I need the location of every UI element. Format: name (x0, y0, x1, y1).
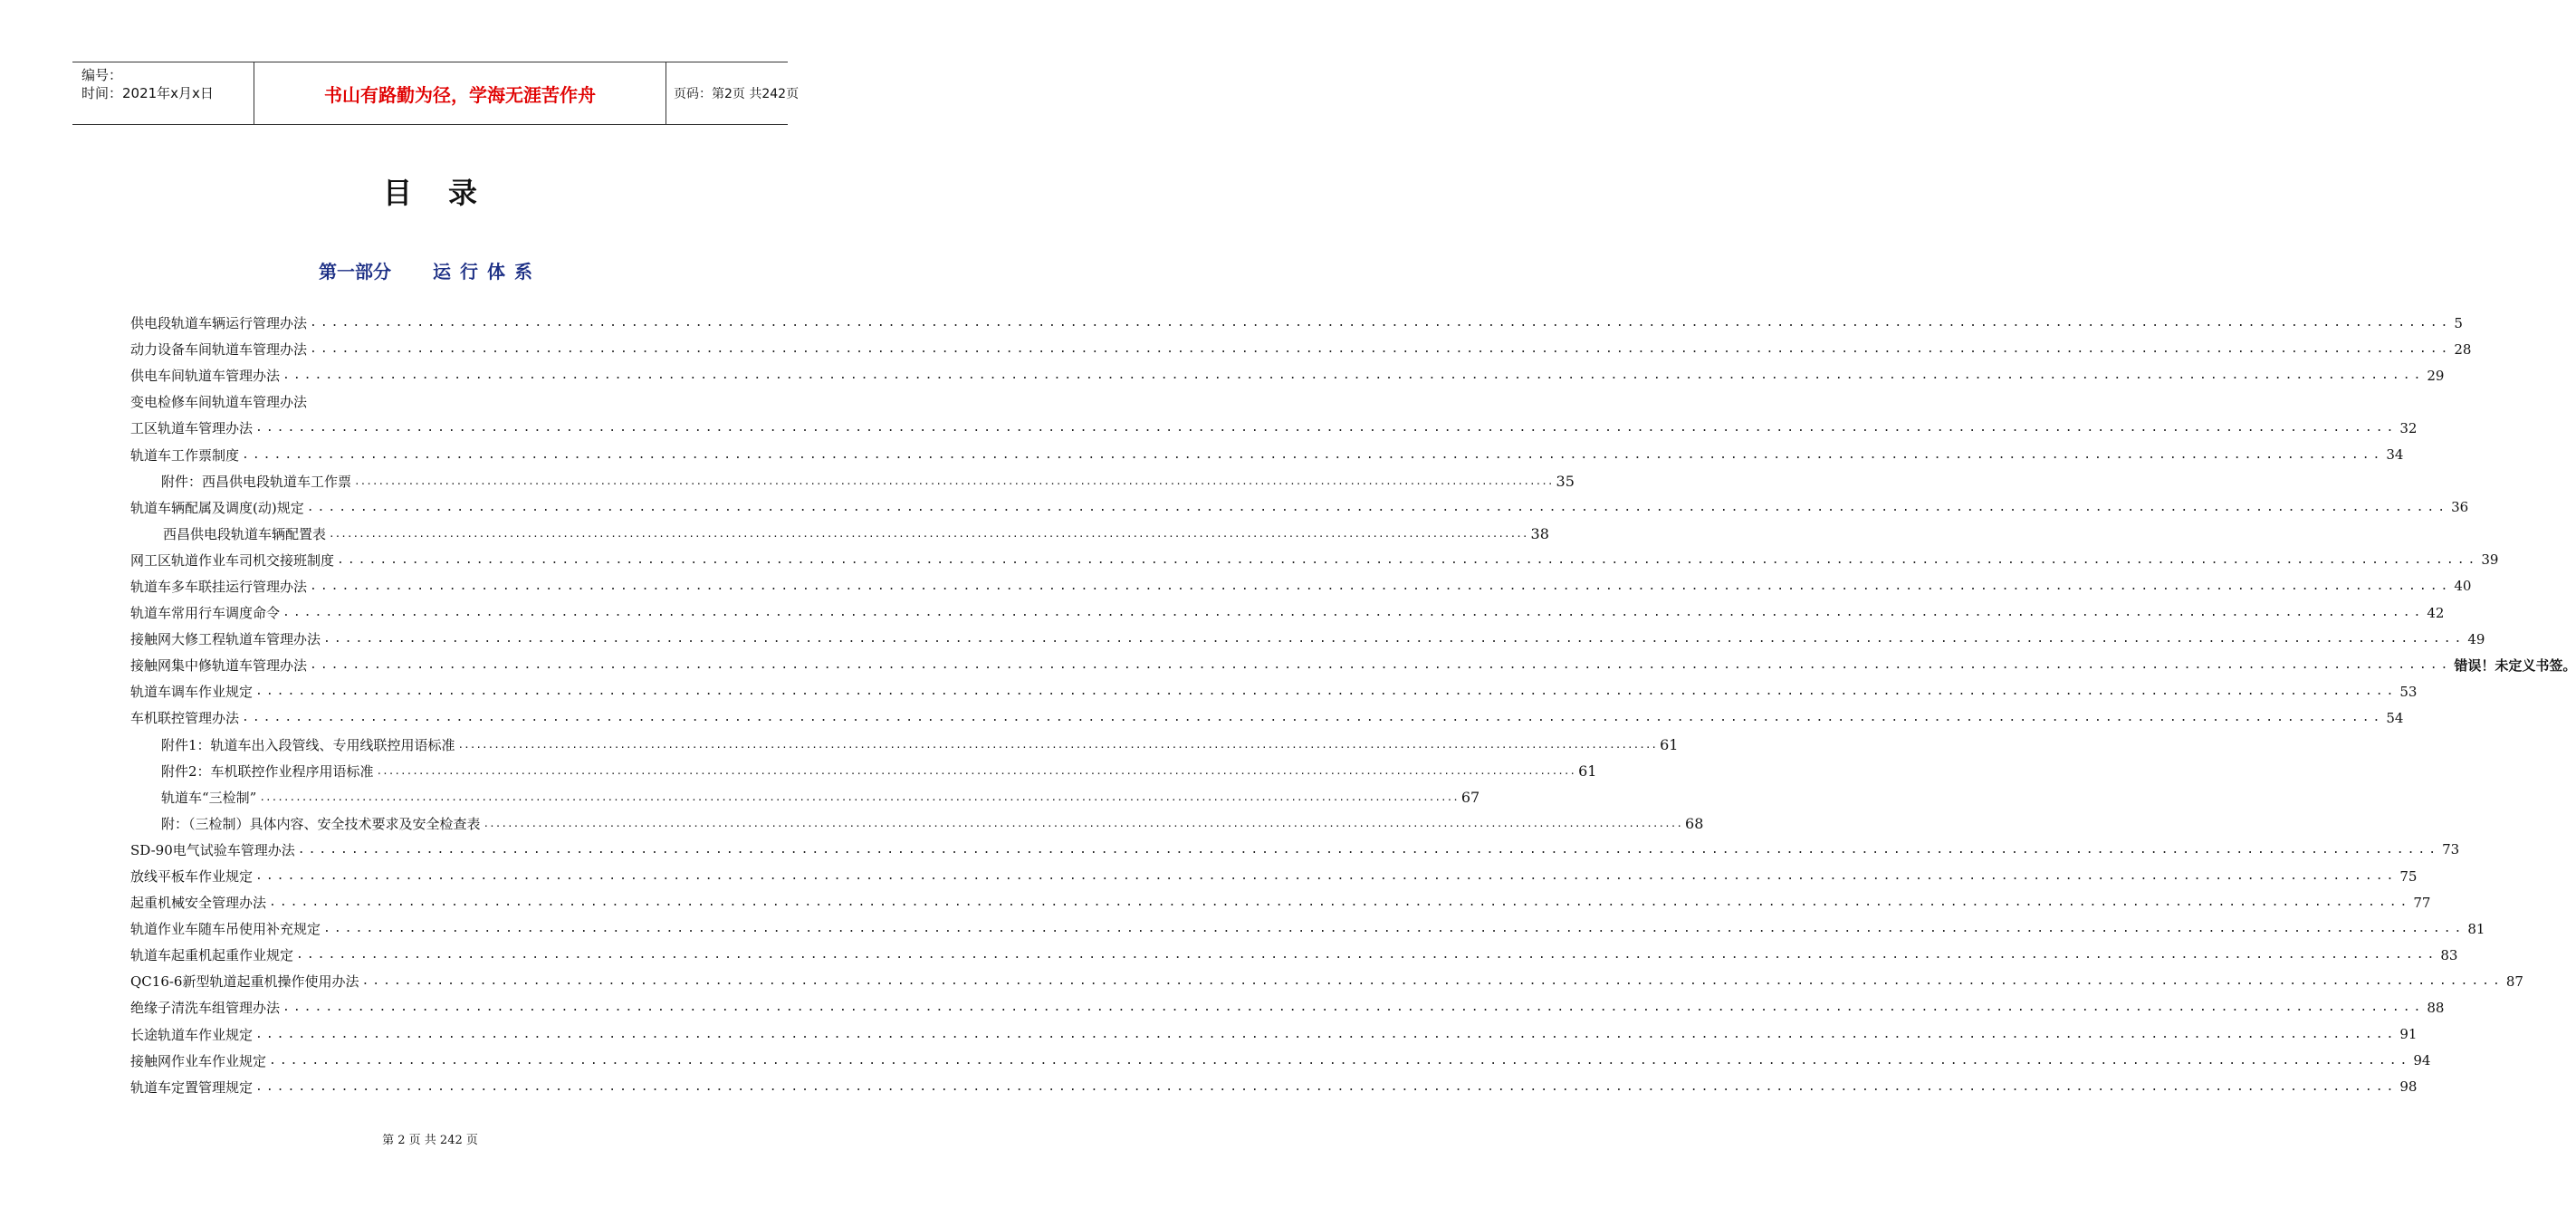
toc-leader-dots: ........................................................................................................................................................................................................ (337, 552, 2479, 567)
toc-entry-title: 接触网大修工程轨道车管理办法 (130, 631, 321, 648)
toc-entry[interactable] (130, 1021, 2418, 1048)
toc-entry[interactable] (130, 336, 2472, 362)
toc-entry-page: 40 (2454, 578, 2472, 595)
toc-entry[interactable] (130, 1048, 2431, 1074)
toc-leader-dots: ........................................................................................................................................................................................................ (297, 842, 2440, 857)
toc-entry-page: 34 (2386, 446, 2404, 464)
toc-entry-title: 放线平板车作业规定 (130, 868, 254, 886)
toc-entry[interactable] (130, 362, 2445, 388)
toc-entry-title: 轨道车常用行车调度命令 (130, 605, 281, 622)
toc-entry-page: 75 (2399, 867, 2418, 885)
toc-leader-dots: ........................................................................................................................................................................................................ (242, 447, 2384, 462)
toc-entry[interactable] (130, 441, 2404, 467)
toc-leader-dots: ........................................................................................................................................................................................................ (255, 421, 2398, 436)
toc-entry-title: 轨道作业车随车吊使用补充规定 (130, 921, 321, 938)
toc-leader-dots: ........................................................................................................................................................................................................ (323, 922, 2466, 936)
page-title: 目录 (382, 176, 513, 210)
toc-entry[interactable] (130, 547, 2499, 573)
toc-entry-page: 87 (2505, 973, 2523, 990)
toc-leader-dots: ........................................................................................................................................................................................................ (255, 869, 2398, 884)
toc-leader-dots: ........................................................................................................................................................................................................ (310, 579, 2452, 593)
toc-leader-dots: ........................................................................................................................................................................................................ (282, 606, 2425, 620)
toc-entry-title: 轨道车辆配属及调度(动)规定 (130, 499, 304, 516)
toc-entry-title: 供电车间轨道车管理办法 (130, 368, 281, 385)
toc-entry-page: 88 (2427, 999, 2445, 1016)
toc-entry-title: 绝缘子清洗车组管理办法 (130, 1000, 281, 1017)
toc-entry-page: 36 (2451, 499, 2469, 516)
toc-entry[interactable] (130, 468, 1575, 494)
toc-entry-title: 轨道车调车作业规定 (130, 684, 254, 701)
toc-entry-title: SD-90电气试验车管理办法 (130, 841, 295, 858)
toc-entry[interactable] (130, 968, 2523, 994)
toc-entry[interactable] (130, 310, 2463, 336)
header-time-label: 时间：2021年x月x日 (81, 85, 214, 101)
toc-leader-dots: ........................................................................................................................................................................................................ (329, 527, 1528, 540)
toc-entry[interactable] (130, 678, 2418, 704)
toc-entry-page: 53 (2399, 683, 2418, 700)
toc-entry-title: 附件1：轨道车出入段管线、专用线联控用语标准 (161, 736, 455, 753)
toc-entry-title: 轨道车“三检制” (161, 789, 257, 806)
toc-entry[interactable] (130, 732, 1679, 758)
toc-entry[interactable] (130, 942, 2458, 968)
toc-leader-dots: ........................................................................................................................................................................................................ (269, 1053, 2411, 1068)
toc-leader-dots: ........................................................................................................................................................................................................ (282, 1001, 2425, 1015)
toc-leader-dots: ........................................................................................................................................................................................................ (361, 974, 2504, 989)
toc-entry-title: 接触网集中修轨道车管理办法 (130, 657, 308, 675)
toc-leader-dots: ........................................................................................................................................................................................................ (255, 1027, 2398, 1041)
toc-entry-title: 供电段轨道车辆运行管理办法 (130, 315, 308, 332)
toc-entry-page: 29 (2427, 367, 2445, 384)
toc-entry-page: 91 (2399, 1026, 2418, 1043)
toc-entry[interactable] (130, 626, 2485, 652)
toc-leader-dots: ........................................................................................................................................................................................................ (483, 817, 1683, 829)
toc-entry-page: 错误！未定义书签。 (2454, 657, 2576, 675)
header-page-info: 页码：第2页 共242页 (674, 87, 800, 101)
toc-leader-dots: ........................................................................................................................................................................................................ (282, 369, 2425, 383)
toc-leader-dots: ........................................................................................................................................................................................................ (457, 738, 1658, 751)
page-footer: 第 2 页 共 242 页 (382, 1134, 478, 1147)
toc-entry-title: 附件：西昌供电段轨道车工作票 (161, 473, 352, 490)
toc-leader-dots: ........................................................................................................................................................................................................ (354, 474, 1554, 487)
toc-entry-title: 长途轨道车作业规定 (130, 1026, 254, 1043)
toc-leader-dots: ........................................................................................................................................................................................................ (296, 948, 2438, 963)
toc-entry-title: 轨道车工作票制度 (130, 446, 240, 464)
toc-entry-title: 轨道车多车联挂运行管理办法 (130, 578, 308, 595)
toc-entry-title: 网工区轨道作业车司机交接班制度 (130, 551, 335, 569)
toc-entry-title: 轨道车起重机起重作业规定 (130, 947, 294, 964)
toc-entry-page: 28 (2454, 340, 2472, 358)
toc-entry-title: 西昌供电段轨道车辆配置表 (163, 525, 327, 542)
header-motto: 书山有路勤为径，学海无涯苦作舟 (254, 62, 666, 124)
toc-entry-page: 83 (2440, 946, 2458, 963)
toc-entry-page: 61 (1660, 735, 1679, 753)
toc-entry[interactable] (130, 758, 1597, 784)
toc-entry-page: 54 (2386, 709, 2404, 726)
toc-entry[interactable] (130, 784, 1480, 810)
toc-entry-page: 39 (2481, 551, 2499, 569)
toc-entry-page: 68 (1685, 814, 1704, 832)
header-number-label: 编号： (81, 67, 123, 83)
toc-entry[interactable] (130, 810, 1704, 837)
toc-entry[interactable] (130, 837, 2460, 863)
toc-entry[interactable] (130, 1074, 2418, 1100)
toc-leader-dots: ........................................................................................................................................................................................................ (255, 1079, 2398, 1094)
toc-entry-page: 42 (2427, 604, 2445, 621)
toc-leader-dots: ........................................................................................................................................................................................................ (310, 658, 2452, 673)
toc-entry[interactable] (130, 415, 2418, 441)
toc-entry-page: 73 (2442, 841, 2460, 858)
part-label: 第一部分 (319, 261, 391, 283)
toc-entry[interactable] (130, 863, 2418, 889)
toc-entry-page: 32 (2399, 419, 2418, 436)
toc-entry[interactable] (130, 388, 784, 415)
toc-entry[interactable] (130, 573, 2472, 599)
toc-entry-title: 附件2：车机联控作业程序用语标准 (161, 762, 374, 780)
toc-entry-title: 轨道车定置管理规定 (130, 1078, 254, 1096)
toc-entry[interactable] (130, 521, 1549, 547)
toc-entry-page: 38 (1530, 524, 1549, 542)
toc-leader-dots: ........................................................................................................................................................................................................ (255, 685, 2398, 699)
toc-entry-page: 94 (2413, 1052, 2431, 1069)
part-heading (0, 257, 860, 283)
header-meta (72, 62, 254, 124)
toc-entry[interactable] (130, 494, 2469, 521)
toc-entry-page: 67 (1460, 788, 1480, 806)
toc-entry[interactable] (130, 915, 2485, 942)
toc-entry[interactable] (130, 704, 2404, 731)
toc-entry[interactable] (130, 652, 2576, 678)
toc-entry-title: 附：（三检制）具体内容、安全技术要求及安全检查表 (161, 815, 481, 832)
toc-leader-dots: ........................................................................................................................................................................................................ (242, 711, 2384, 725)
toc-entry-title: 起重机械安全管理办法 (130, 895, 267, 912)
toc-entry[interactable] (130, 994, 2445, 1021)
document-header (72, 62, 800, 125)
toc-entry-title: 动力设备车间轨道车管理办法 (130, 341, 308, 359)
toc-entry-title: 变电检修车间轨道车管理办法 (130, 394, 308, 411)
toc-entry-page: 98 (2399, 1078, 2418, 1096)
toc-leader-dots: ........................................................................................................................................................................................................ (376, 764, 1576, 777)
toc-entry-page: 77 (2413, 894, 2431, 911)
toc-leader-dots: ........................................................................................................................................................................................................ (306, 500, 2449, 514)
toc-leader-dots: ........................................................................................................................................................................................................ (269, 896, 2411, 910)
toc-leader-dots: ........................................................................................................................................................................................................ (259, 791, 1459, 803)
toc-entry-page: 5 (2454, 314, 2463, 331)
part-name: 运行体系 (433, 261, 541, 283)
toc-entry[interactable] (130, 889, 2431, 915)
toc-entry[interactable] (130, 599, 2445, 626)
toc-entry-page: 49 (2467, 630, 2485, 647)
toc-entry-page: 61 (1578, 762, 1597, 780)
toc-entry-title: QC16-6新型轨道起重机操作使用办法 (130, 973, 359, 991)
toc-leader-dots: ........................................................................................................................................................................................................ (323, 632, 2466, 647)
toc-entry-title: 接触网作业车作业规定 (130, 1052, 267, 1069)
toc-entry-page: 35 (1556, 472, 1575, 490)
toc-leader-dots: ........................................................................................................................................................................................................ (310, 342, 2452, 357)
toc-entry-title: 车机联控管理办法 (130, 710, 240, 727)
toc-entry-page: 81 (2467, 920, 2485, 937)
toc-leader-dots: ........................................................................................................................................................................................................ (310, 316, 2452, 331)
table-of-contents (130, 310, 2576, 1100)
toc-entry-title: 工区轨道车管理办法 (130, 420, 254, 437)
